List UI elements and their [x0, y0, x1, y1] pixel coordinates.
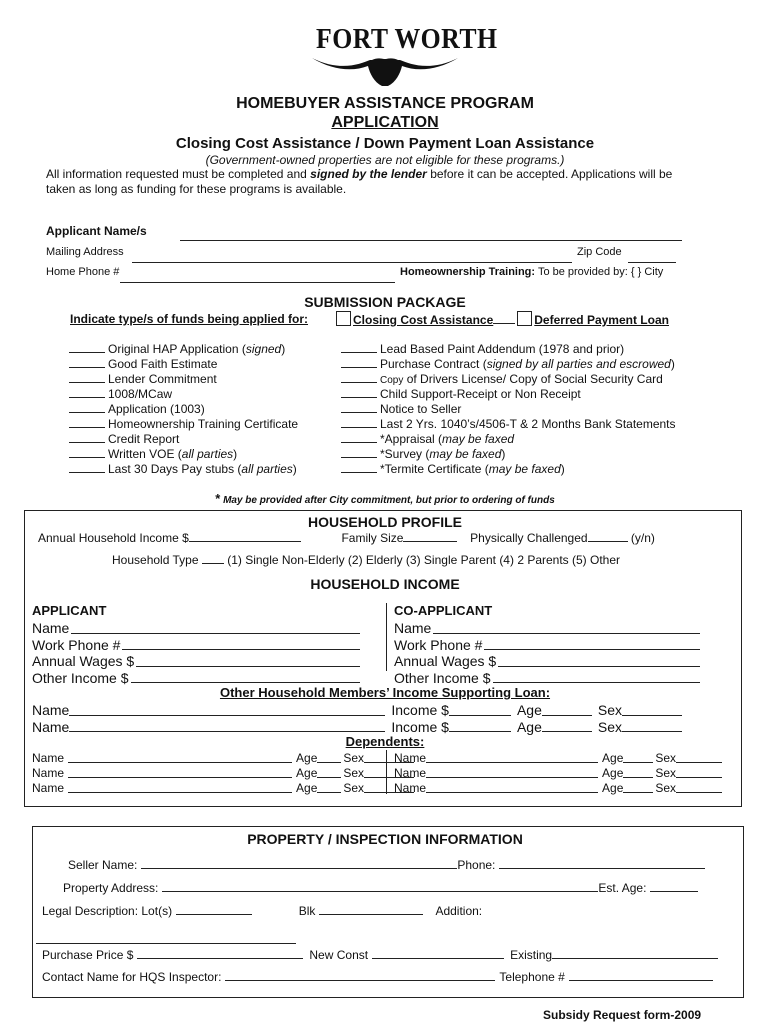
- checklist-item-text: Purchase Contract (: [380, 356, 487, 371]
- dependent-sex-label: Sex: [343, 751, 365, 765]
- dependent-name-field[interactable]: [68, 751, 292, 763]
- coapplicant-annual-wages-field[interactable]: [498, 653, 700, 667]
- income-field[interactable]: [189, 530, 301, 542]
- family-size-label: Family Size: [341, 530, 404, 545]
- intro-line-1: [46, 167, 672, 181]
- checklist-item-suffix: ): [501, 446, 506, 461]
- dependent-age-label: Age: [602, 766, 624, 780]
- dependent-row: [394, 751, 722, 765]
- checklist-item-text: Homeownership Training Certificate: [108, 416, 299, 431]
- right-checklist-item: [341, 386, 581, 401]
- coapplicant-other-income-row: [394, 670, 700, 686]
- mailing-address-label: Mailing Address: [46, 246, 124, 258]
- footnote-star: *: [215, 491, 221, 506]
- footnote-row: [0, 491, 770, 506]
- right-checklist-item: [341, 416, 676, 431]
- telephone-label: Telephone #: [499, 969, 565, 984]
- household-type-field[interactable]: [202, 552, 224, 564]
- est-age-label: Est. Age:: [598, 880, 647, 895]
- left-checklist-item: [69, 356, 217, 371]
- member-income-field[interactable]: [449, 719, 511, 733]
- dependent-name-field[interactable]: [68, 781, 292, 793]
- coapplicant-annual-wages-row: [394, 653, 700, 669]
- dependent-age-field[interactable]: [317, 781, 341, 793]
- applicant-annual-wages-label: Annual Wages $: [32, 653, 135, 669]
- right-checklist-item: [341, 341, 624, 356]
- applicant-other-income-label: Other Income $: [32, 669, 129, 686]
- checklist-item-italic: may be faxed: [488, 461, 561, 476]
- checklist-item-text: Written VOE (: [108, 446, 182, 461]
- existing-field[interactable]: [552, 947, 718, 959]
- checklist-item-suffix: ): [281, 341, 286, 356]
- dependent-age-label: Age: [602, 781, 624, 795]
- program-title: HOMEBUYER ASSISTANCE PROGRAM: [236, 95, 534, 112]
- coapplicant-work-phone-row: [394, 637, 700, 653]
- left-checklist-blank[interactable]: [69, 431, 105, 443]
- training-row: [400, 266, 663, 278]
- checklist-item-text: Credit Report: [108, 431, 180, 446]
- left-checklist-blank[interactable]: [69, 356, 105, 368]
- member-sex-label: Sex: [597, 702, 622, 718]
- checklist-item-text: Child Support-Receipt or Non Receipt: [380, 386, 581, 401]
- right-checklist-blank[interactable]: [341, 371, 377, 383]
- checklist-item-small: Copy: [380, 374, 404, 386]
- right-checklist-item: [341, 431, 514, 446]
- left-checklist-blank[interactable]: [69, 371, 105, 383]
- property-title: PROPERTY / INSPECTION INFORMATION: [247, 831, 523, 847]
- dependent-sex-label: Sex: [655, 781, 677, 795]
- coapplicant-other-income-field[interactable]: [493, 670, 701, 684]
- legal-continuation-field[interactable]: [36, 929, 296, 944]
- checklist-item-text: *Appraisal (: [380, 431, 443, 446]
- dependent-age-field[interactable]: [623, 781, 653, 793]
- left-checklist-item: [69, 341, 285, 356]
- right-checklist-blank[interactable]: [341, 446, 377, 458]
- dependent-sex-label: Sex: [343, 766, 365, 780]
- footnote-text: May be provided after City commitment, but prior to ordering of funds: [223, 495, 555, 506]
- blk-field[interactable]: [319, 903, 423, 915]
- member-name-field[interactable]: [69, 719, 385, 733]
- member-income-label: Income $: [391, 718, 449, 735]
- applicant-name-field[interactable]: [71, 620, 360, 634]
- right-checklist-item: [341, 371, 663, 386]
- left-checklist-blank[interactable]: [69, 386, 105, 398]
- dependent-row: [394, 766, 722, 780]
- applicant-other-income-field[interactable]: [131, 670, 361, 684]
- closing-cost-option: Closing Cost Assistance: [353, 313, 494, 327]
- checklist-item-text: Last 30 Days Pay stubs (: [108, 461, 242, 476]
- dependent-sex-label: Sex: [655, 751, 677, 765]
- income-divider: [386, 603, 387, 671]
- left-checklist-blank[interactable]: [69, 461, 105, 473]
- dependent-sex-label: Sex: [343, 781, 365, 795]
- household-profile-title: HOUSEHOLD PROFILE: [307, 514, 462, 530]
- seller-phone-label: Phone:: [457, 857, 496, 872]
- applicant-work-phone-label: Work Phone #: [32, 636, 121, 653]
- dependent-sex-label: Sex: [655, 766, 677, 780]
- deferred-loan-checkbox[interactable]: [517, 311, 532, 326]
- property-address-label: Property Address:: [63, 880, 159, 895]
- checklist-item-text: Good Faith Estimate: [108, 356, 218, 371]
- household-income-title: HOUSEHOLD INCOME: [310, 576, 460, 592]
- new-const-label: New Const: [309, 947, 369, 962]
- longhorn-icon: [310, 54, 460, 88]
- member-age-field[interactable]: [542, 702, 592, 716]
- seller-field[interactable]: [141, 857, 457, 869]
- checklist-item-text: Original HAP Application (: [108, 341, 246, 356]
- member-row: [32, 702, 692, 718]
- left-checklist-blank[interactable]: [69, 446, 105, 458]
- member-sex-field[interactable]: [622, 719, 682, 733]
- dependent-name-field[interactable]: [426, 781, 598, 793]
- left-checklist-item: [69, 371, 217, 386]
- household-line-1: [38, 530, 655, 545]
- physically-challenged-field[interactable]: [588, 530, 628, 542]
- member-age-label: Age: [516, 718, 542, 735]
- checklist-item-suffix: ): [233, 446, 238, 461]
- member-sex-label: Sex: [597, 718, 622, 735]
- price-field[interactable]: [137, 947, 303, 959]
- left-checklist-blank[interactable]: [69, 401, 105, 413]
- dependent-row: [32, 751, 414, 765]
- checklist-item-text: of Drivers License/ Copy of Social Security Card: [403, 371, 663, 386]
- checklist-item-text: Lender Commitment: [108, 371, 217, 386]
- seller-row: [68, 857, 705, 872]
- contact-field[interactable]: [225, 969, 495, 981]
- checklist-item-text: Notice to Seller: [380, 401, 462, 416]
- checklist-item-text: Application (1003): [108, 401, 205, 416]
- checklist-item-suffix: ): [292, 461, 297, 476]
- dependent-sex-field[interactable]: [676, 751, 722, 763]
- household-type-row: [112, 552, 620, 567]
- applicant-names-label: Applicant Name/s: [46, 224, 147, 238]
- checklist-item-italic: may be faxed: [442, 431, 515, 446]
- dependent-age-field[interactable]: [623, 766, 653, 778]
- intro-line-2: taken as long as funding for these programs is available.: [46, 182, 347, 196]
- dependent-name-field[interactable]: [426, 751, 598, 763]
- income-label: Annual Household Income $: [38, 530, 189, 545]
- applicant-annual-wages-field[interactable]: [136, 653, 360, 667]
- checklist-item-italic: all parties: [241, 461, 293, 476]
- applicant-names-field[interactable]: [180, 226, 682, 241]
- fund-type-options: [334, 311, 669, 327]
- contact-label: Contact Name for HQS Inspector:: [42, 969, 222, 984]
- seller-phone-field[interactable]: [499, 857, 705, 869]
- seller-label: Seller Name:: [68, 857, 138, 872]
- existing-label: Existing: [510, 947, 553, 962]
- closing-cost-checkbox[interactable]: [336, 311, 351, 326]
- member-sex-field[interactable]: [622, 702, 682, 716]
- dependent-name-label: Name: [32, 751, 65, 765]
- coapplicant-heading: CO-APPLICANT: [394, 603, 493, 618]
- dependent-sex-field[interactable]: [676, 781, 722, 793]
- checklist-item-italic: may be faxed: [429, 446, 502, 461]
- legal-label: Legal Description: Lot(s): [42, 903, 173, 918]
- right-checklist-item: [341, 461, 565, 476]
- dependent-age-label: Age: [296, 781, 318, 795]
- property-address-field[interactable]: [162, 880, 598, 892]
- new-const-field[interactable]: [372, 947, 504, 959]
- left-checklist-item: [69, 386, 172, 401]
- applicant-heading: APPLICANT: [32, 603, 107, 618]
- coapplicant-name-row: [394, 620, 700, 636]
- member-name-label: Name: [32, 702, 70, 718]
- home-phone-field[interactable]: [120, 268, 395, 283]
- dependent-sex-field[interactable]: [676, 766, 722, 778]
- right-checklist-blank[interactable]: [341, 401, 377, 413]
- family-size-field[interactable]: [403, 530, 457, 542]
- dependent-name-label: Name: [394, 751, 427, 765]
- checklist-item-italic: signed by all parties and escrowed: [486, 356, 671, 371]
- right-checklist-blank[interactable]: [341, 341, 377, 353]
- checklist-item-italic: signed: [245, 341, 282, 356]
- zip-code-field[interactable]: [628, 248, 676, 263]
- dependent-name-field[interactable]: [426, 766, 598, 778]
- training-label: Homeownership Training:: [400, 266, 536, 278]
- member-age-field[interactable]: [542, 719, 592, 733]
- dependent-name-label: Name: [32, 766, 65, 780]
- applicant-work-phone-field[interactable]: [122, 637, 360, 651]
- dependent-age-label: Age: [602, 751, 624, 765]
- left-checklist-item: [69, 431, 179, 446]
- member-row: [32, 719, 692, 735]
- checklist-item-text: Last 2 Yrs. 1040’s/4506-T & 2 Months Bank Statements: [380, 416, 676, 431]
- dependent-age-label: Age: [296, 751, 318, 765]
- price-row: [42, 947, 718, 962]
- right-checklist-blank[interactable]: [341, 416, 377, 428]
- programs-heading: Closing Cost Assistance / Down Payment Loan Assistance: [175, 135, 595, 152]
- intro-text-a: All information requested must be completed and: [46, 167, 307, 181]
- checklist-item-text: *Survey (: [380, 446, 430, 461]
- blk-label: Blk: [298, 903, 316, 918]
- dependent-row: [32, 781, 414, 795]
- est-age-field[interactable]: [650, 880, 698, 892]
- coapplicant-other-income-label: Other Income $: [394, 669, 491, 686]
- zip-code-label: Zip Code: [577, 246, 622, 258]
- dependent-age-label: Age: [296, 766, 318, 780]
- intro-text-c: before it can be accepted. Applications will be: [430, 167, 673, 181]
- dependent-name-label: Name: [394, 781, 427, 795]
- right-checklist-blank[interactable]: [341, 356, 377, 368]
- intro-text-lender: signed by the lender: [310, 167, 427, 181]
- right-checklist-blank[interactable]: [341, 461, 377, 473]
- property-address-row: [63, 880, 698, 895]
- coapplicant-work-phone-field[interactable]: [484, 637, 700, 651]
- coapplicant-work-phone-label: Work Phone #: [394, 636, 483, 653]
- dependent-row: [394, 781, 722, 795]
- physically-challenged-label: Physically Challenged: [470, 530, 588, 545]
- eligibility-note: (Government-owned properties are not eligible for these programs.): [205, 153, 565, 167]
- legal-row: [42, 903, 482, 918]
- dependent-age-field[interactable]: [317, 751, 341, 763]
- household-type-options: (1) Single Non-Elderly (2) Elderly (3) Single Parent (4) 2 Parents (5) Other: [227, 552, 621, 567]
- left-checklist-item: [69, 401, 205, 416]
- telephone-field[interactable]: [569, 969, 713, 981]
- checklist-item-text: Lead Based Paint Addendum (1978 and prior): [380, 341, 625, 356]
- checklist-item-italic: all parties: [181, 446, 234, 461]
- right-checklist-item: [341, 356, 675, 371]
- dependent-age-field[interactable]: [623, 751, 653, 763]
- member-name-field[interactable]: [69, 702, 385, 716]
- price-label: Purchase Price $: [42, 947, 134, 962]
- member-income-label: Income $: [391, 702, 449, 718]
- right-checklist-blank[interactable]: [341, 431, 377, 443]
- dependent-age-field[interactable]: [317, 766, 341, 778]
- right-checklist-item: [341, 446, 505, 461]
- form-name: Subsidy Request form-2009: [543, 1008, 702, 1022]
- right-checklist-item: [341, 401, 461, 416]
- right-checklist-blank[interactable]: [341, 386, 377, 398]
- applicant-work-phone-row: [32, 637, 360, 653]
- logo-text: FORT WORTH: [316, 24, 498, 55]
- fund-type-label: Indicate type/s of funds being applied for:: [70, 312, 309, 326]
- contact-row: [42, 969, 713, 984]
- left-checklist-item: [69, 461, 297, 476]
- dependent-name-label: Name: [32, 781, 65, 795]
- yn-label: (y/n): [630, 530, 655, 545]
- deferred-loan-option: Deferred Payment Loan: [534, 313, 669, 327]
- applicant-name-row: [32, 620, 360, 636]
- household-type-label: Household Type: [112, 552, 199, 567]
- dependent-name-field[interactable]: [68, 766, 292, 778]
- member-income-field[interactable]: [449, 702, 511, 716]
- dependent-row: [32, 766, 414, 780]
- submission-title: SUBMISSION PACKAGE: [304, 294, 466, 310]
- option-gap: [493, 312, 515, 324]
- coapplicant-name-label: Name: [394, 620, 432, 636]
- application-title: APPLICATION: [331, 114, 439, 131]
- left-checklist-blank[interactable]: [69, 341, 105, 353]
- checklist-item-suffix: ): [670, 356, 675, 371]
- checklist-item-text: *Termite Certificate (: [380, 461, 489, 476]
- left-checklist-blank[interactable]: [69, 416, 105, 428]
- fort-worth-logo: [310, 24, 498, 94]
- left-checklist-item: [69, 446, 237, 461]
- checklist-item-text: 1008/MCaw: [108, 386, 173, 401]
- training-value: To be provided by: { } City: [537, 266, 664, 278]
- home-phone-label: Home Phone #: [46, 266, 120, 278]
- dependents-title: Dependents:: [345, 734, 425, 749]
- member-name-label: Name: [32, 718, 70, 735]
- applicant-other-income-row: [32, 670, 360, 686]
- applicant-name-label: Name: [32, 620, 70, 636]
- other-members-title: Other Household Members’ Income Supporting Loan:: [219, 685, 551, 700]
- mailing-address-field[interactable]: [132, 248, 572, 263]
- dependent-name-label: Name: [394, 766, 427, 780]
- applicant-annual-wages-row: [32, 653, 360, 669]
- coapplicant-name-field[interactable]: [433, 620, 700, 634]
- addition-label: Addition:: [435, 903, 483, 918]
- member-age-label: Age: [516, 702, 542, 718]
- left-checklist-item: [69, 416, 298, 431]
- checklist-item-suffix: ): [560, 461, 565, 476]
- lot-field[interactable]: [176, 903, 252, 915]
- coapplicant-annual-wages-label: Annual Wages $: [394, 653, 497, 669]
